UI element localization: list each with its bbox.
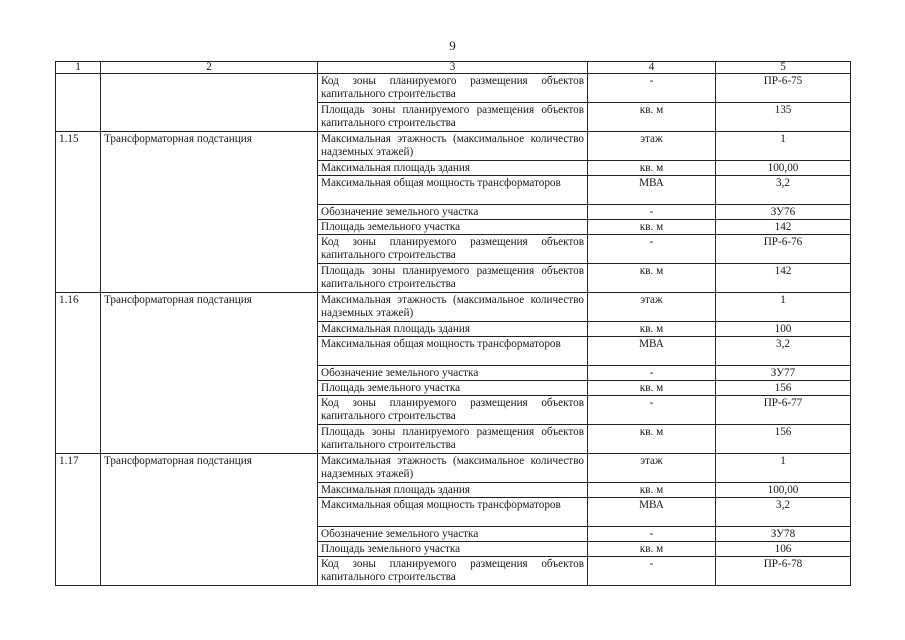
value: 100,00 (716, 161, 851, 176)
table-row (56, 74, 851, 103)
unit: кв. м (588, 264, 716, 293)
unit: этаж (588, 132, 716, 161)
table-row (56, 454, 851, 483)
column-header-5: 5 (716, 62, 851, 74)
value: 1 (716, 293, 851, 322)
value: 1 (716, 454, 851, 483)
value: 156 (716, 381, 851, 396)
parameter-name: Код зоны планируемого размещения объектов капитального строительства (318, 74, 588, 103)
unit: кв. м (588, 220, 716, 235)
value: 142 (716, 264, 851, 293)
page-number: 9 (449, 38, 456, 53)
parameter-name: Максимальная общая мощность трансформаторов (318, 337, 588, 366)
parameter-name: Максимальная общая мощность трансформаторов (318, 498, 588, 527)
item-number: 1.15 (56, 132, 101, 293)
parameter-name: Максимальная этажность (максимальное количество надземных этажей) (318, 454, 588, 483)
value: ЗУ77 (716, 366, 851, 381)
object-name: Трансформаторная подстанция (101, 132, 318, 293)
item-number (56, 74, 101, 132)
unit: - (588, 557, 716, 586)
parameter-name: Код зоны планируемого размещения объектов капитального строительства (318, 396, 588, 425)
unit: кв. м (588, 542, 716, 557)
parameter-name: Максимальная площадь здания (318, 161, 588, 176)
parameters-table (55, 61, 851, 586)
parameter-name: Обозначение земельного участка (318, 527, 588, 542)
parameter-name: Код зоны планируемого размещения объектов капитального строительства (318, 557, 588, 586)
item-number: 1.17 (56, 454, 101, 586)
parameter-name: Площадь зоны планируемого размещения объектов капитального строительства (318, 103, 588, 132)
value: 142 (716, 220, 851, 235)
parameter-name: Площадь зоны планируемого размещения объектов капитального строительства (318, 264, 588, 293)
value: ЗУ76 (716, 205, 851, 220)
parameter-name: Площадь зоны планируемого размещения объектов капитального строительства (318, 425, 588, 454)
value: 135 (716, 103, 851, 132)
column-header-1: 1 (56, 62, 101, 74)
unit: - (588, 366, 716, 381)
value: ПР-6-75 (716, 74, 851, 103)
value: ПР-6-76 (716, 235, 851, 264)
parameter-name: Площадь земельного участка (318, 542, 588, 557)
unit: МВА (588, 498, 716, 527)
parameter-name: Обозначение земельного участка (318, 366, 588, 381)
value: 3,2 (716, 498, 851, 527)
unit: - (588, 205, 716, 220)
unit: кв. м (588, 425, 716, 454)
object-name: Трансформаторная подстанция (101, 293, 318, 454)
value: 100,00 (716, 483, 851, 498)
value: 106 (716, 542, 851, 557)
table-header-row (56, 62, 851, 74)
column-header-4: 4 (588, 62, 716, 74)
object-name (101, 74, 318, 132)
unit: МВА (588, 176, 716, 205)
value: ЗУ78 (716, 527, 851, 542)
value: 3,2 (716, 337, 851, 366)
parameter-name: Максимальная площадь здания (318, 322, 588, 337)
table-body (56, 74, 851, 586)
value: ПР-6-77 (716, 396, 851, 425)
unit: МВА (588, 337, 716, 366)
parameter-name: Площадь земельного участка (318, 220, 588, 235)
unit: - (588, 74, 716, 103)
parameter-name: Максимальная площадь здания (318, 483, 588, 498)
unit: этаж (588, 454, 716, 483)
value: 156 (716, 425, 851, 454)
parameter-name: Максимальная этажность (максимальное количество надземных этажей) (318, 293, 588, 322)
value: 3,2 (716, 176, 851, 205)
item-number: 1.16 (56, 293, 101, 454)
parameter-name: Площадь земельного участка (318, 381, 588, 396)
unit: кв. м (588, 103, 716, 132)
value: ПР-6-78 (716, 557, 851, 586)
parameter-name: Код зоны планируемого размещения объектов капитального строительства (318, 235, 588, 264)
parameter-name: Максимальная этажность (максимальное количество надземных этажей) (318, 132, 588, 161)
column-header-3: 3 (318, 62, 588, 74)
table-row (56, 293, 851, 322)
unit: кв. м (588, 322, 716, 337)
table-row (56, 132, 851, 161)
unit: - (588, 527, 716, 542)
unit: - (588, 235, 716, 264)
unit: этаж (588, 293, 716, 322)
unit: кв. м (588, 381, 716, 396)
value: 1 (716, 132, 851, 161)
object-name: Трансформаторная подстанция (101, 454, 318, 586)
parameter-name: Максимальная общая мощность трансформаторов (318, 176, 588, 205)
unit: кв. м (588, 483, 716, 498)
value: 100 (716, 322, 851, 337)
column-header-2: 2 (101, 62, 318, 74)
parameter-name: Обозначение земельного участка (318, 205, 588, 220)
unit: - (588, 396, 716, 425)
unit: кв. м (588, 161, 716, 176)
